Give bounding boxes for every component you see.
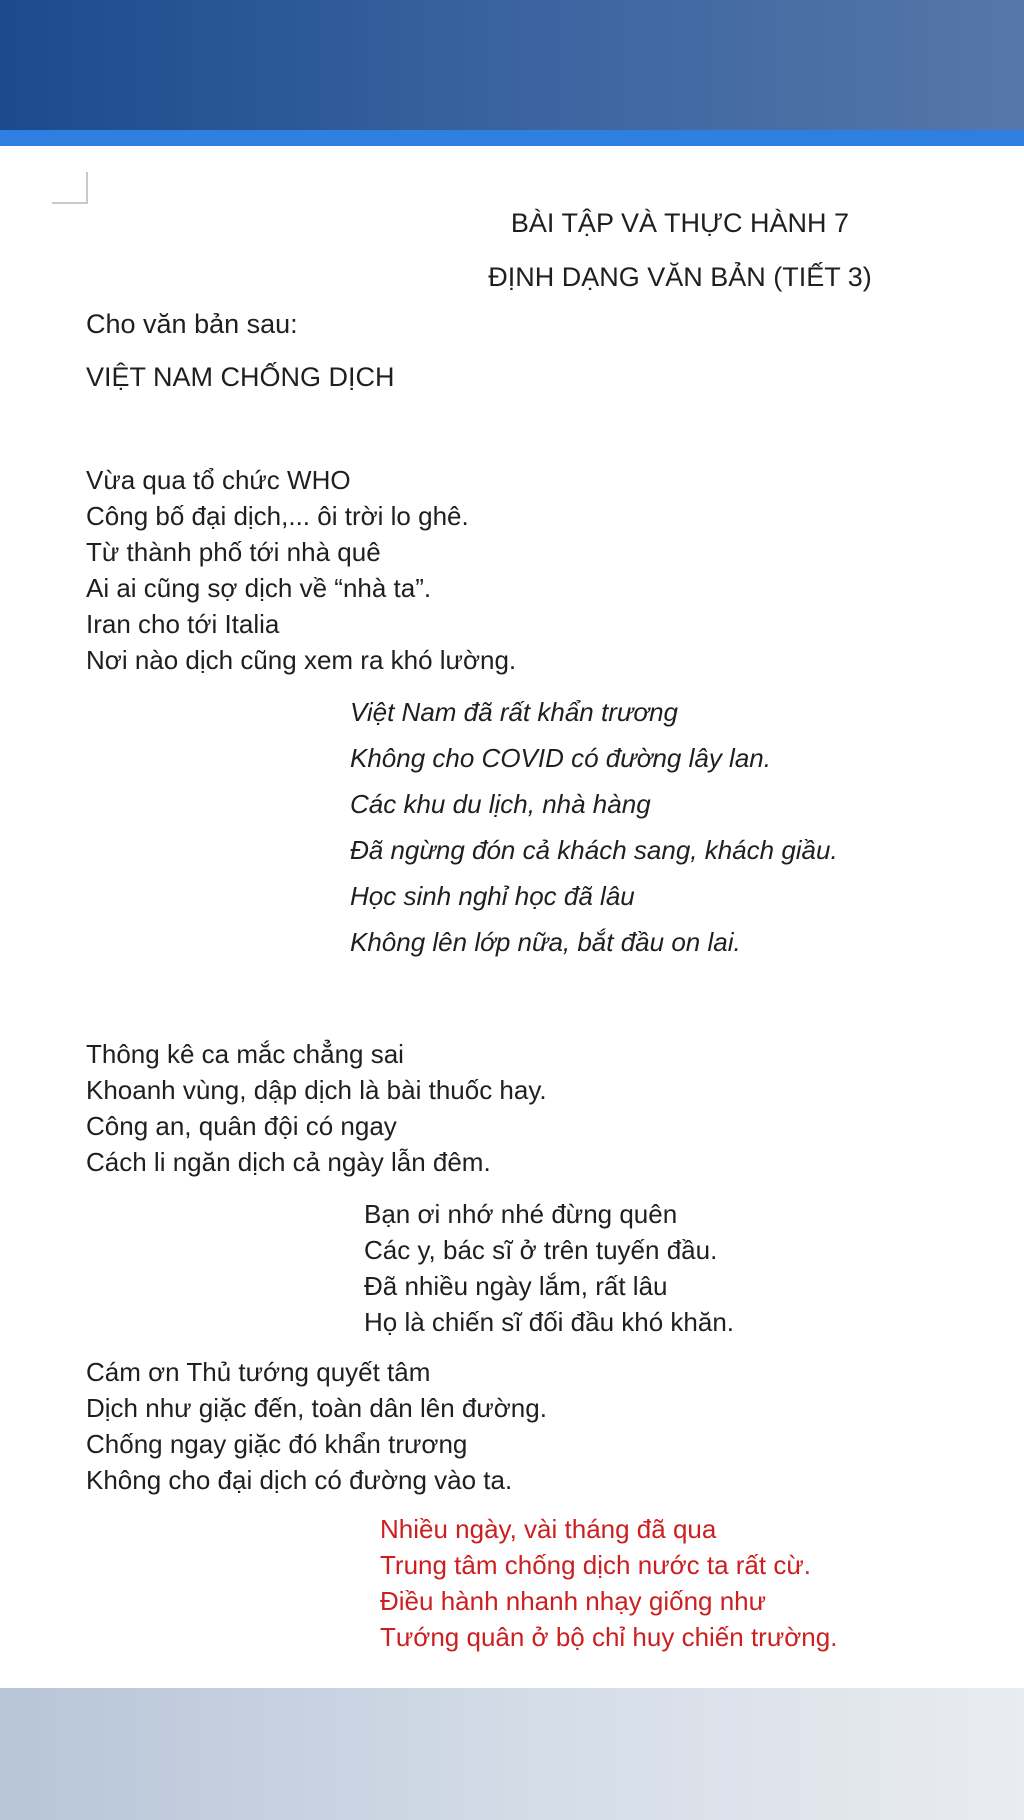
poem-line: Từ thành phố tới nhà quê [86,537,381,567]
poem-line: Dịch như giặc đến, toàn dân lên đường. [86,1393,547,1423]
poem-line: Ai ai cũng sợ dịch về “nhà ta”. [86,573,432,603]
stanza-5 [86,1354,547,1498]
poem-line: Không lên lớp nữa, bắt đầu on lai. [350,927,741,957]
poem-line: Các y, bác sĩ ở trên tuyến đầu. [364,1235,718,1265]
poem-line: Trung tâm chống dịch nước ta rất cừ. [380,1550,811,1580]
poem-line: Học sinh nghỉ học đã lâu [350,881,635,911]
poem-title: VIỆT NAM CHỐNG DỊCH [86,362,395,392]
poem-line: Điều hành nhanh nhạy giống như [380,1586,767,1616]
poem-line: Các khu du lịch, nhà hàng [350,789,651,819]
intro-text: Cho văn bản sau: [86,309,298,339]
poem-line: Iran cho tới Italia [86,609,280,639]
poem-line: Đã ngừng đón cả khách sang, khách giầu. [350,835,838,865]
poem-line: Đã nhiều ngày lắm, rất lâu [364,1271,668,1301]
poem-line: Khoanh vùng, dập dịch là bài thuốc hay. [86,1075,547,1105]
poem-line: Công bố đại dịch,... ôi trời lo ghê. [86,501,469,531]
stanza-2-italic [350,689,838,965]
poem-line: Bạn ơi nhớ nhé đừng quên [364,1199,678,1229]
poem-line: Họ là chiến sĩ đối đầu khó khăn. [364,1307,735,1337]
stanza-1 [86,462,516,678]
exercise-title: BÀI TẬP VÀ THỰC HÀNH 7 [510,208,850,238]
exercise-subtitle: ĐỊNH DẠNG VĂN BẢN (TIẾT 3) [488,262,872,292]
poem-line: Thông kê ca mắc chẳng sai [86,1039,404,1069]
bottom-banner [0,1688,1024,1820]
poem-line: Vừa qua tổ chức WHO [86,465,351,495]
top-banner [0,0,1024,130]
poem-line: Không cho COVID có đường lây lan. [350,743,771,773]
poem-line: Việt Nam đã rất khẩn trương [350,697,678,727]
stanza-6-red [380,1511,837,1655]
top-accent-stripe [0,130,1024,146]
poem-line: Không cho đại dịch có đường vào ta. [86,1465,513,1495]
poem-line: Chống ngay giặc đó khẩn trương [86,1429,468,1459]
poem-line: Tướng quân ở bộ chỉ huy chiến trường. [380,1622,838,1652]
poem-line: Cách li ngăn dịch cả ngày lẫn đêm. [86,1147,491,1177]
poem-line: Công an, quân đội có ngay [86,1111,397,1141]
poem-line: Cám ơn Thủ tướng quyết tâm [86,1357,431,1387]
stanza-4-indented [364,1196,734,1340]
page-corner-marker [52,172,88,204]
poem-line: Nơi nào dịch cũng xem ra khó lường. [86,645,517,675]
poem-line: Nhiều ngày, vài tháng đã qua [380,1514,717,1544]
stanza-3 [86,1036,547,1180]
